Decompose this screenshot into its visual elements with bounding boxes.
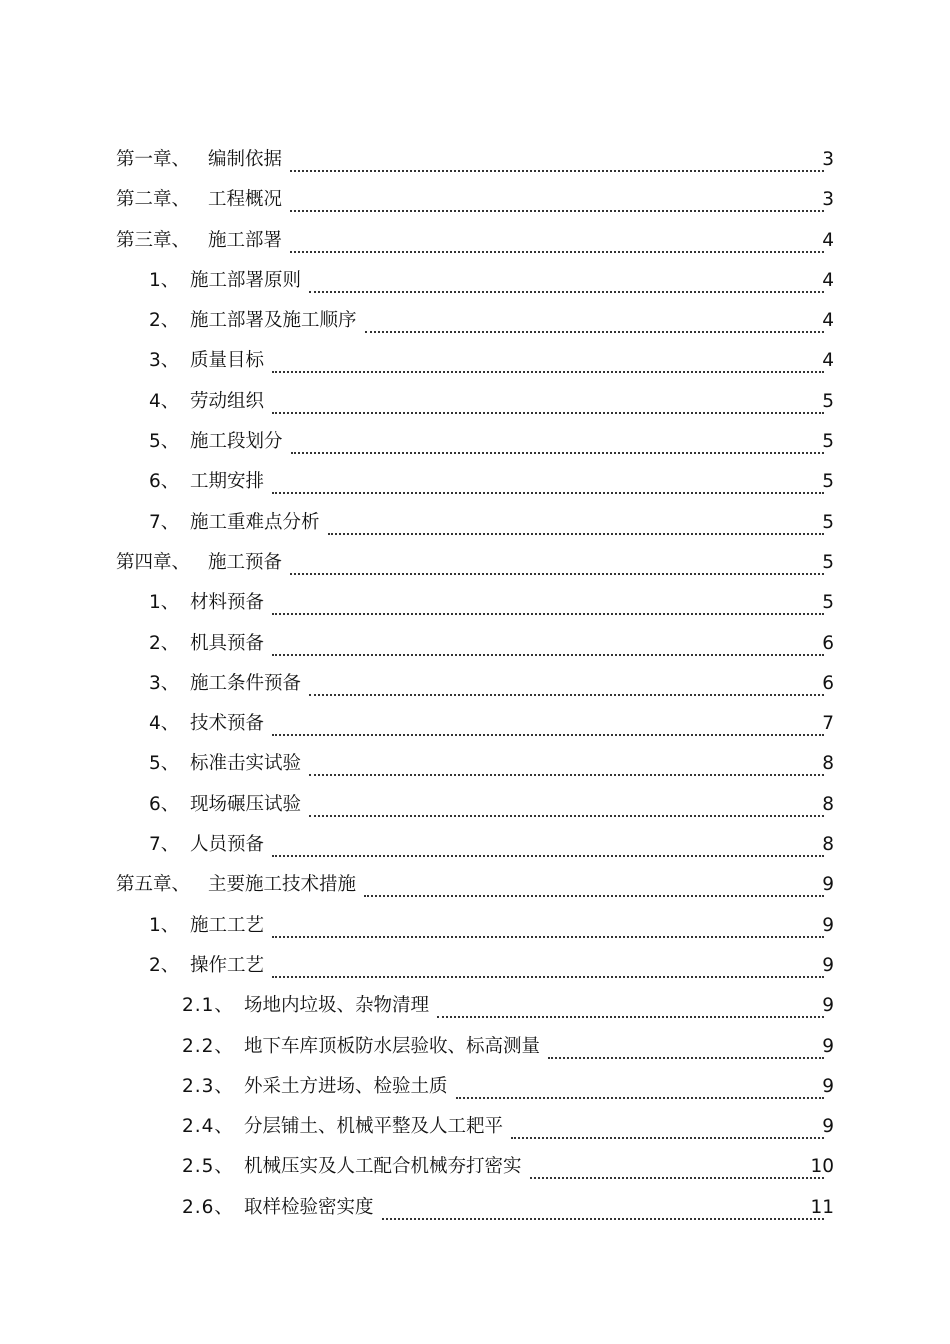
toc-entry-5[interactable] [0, 301, 950, 341]
toc-entry-number: 第五章、 [116, 874, 191, 896]
toc-entry-8[interactable] [0, 422, 950, 462]
toc-dot-leader [290, 231, 824, 253]
toc-entry-number: 7、 [149, 511, 180, 533]
toc-dot-leader [548, 1037, 824, 1059]
toc-dot-leader [272, 351, 824, 373]
toc-entry-page: 9 [822, 954, 834, 976]
toc-entry-title: 劳动组织 [190, 390, 265, 412]
toc-entry-number: 第三章、 [116, 229, 191, 251]
table-of-contents [0, 140, 950, 1228]
toc-entry-page: 6 [822, 632, 834, 654]
toc-entry-title: 外采土方进场、检验土质 [244, 1075, 448, 1097]
toc-dot-leader [456, 1077, 824, 1099]
toc-entry-4[interactable] [0, 261, 950, 301]
toc-dot-leader [309, 271, 824, 293]
toc-entry-title: 机具预备 [190, 632, 265, 654]
toc-entry-2[interactable] [0, 180, 950, 220]
toc-entry-title: 取样检验密实度 [244, 1196, 374, 1218]
toc-entry-title: 材料预备 [190, 592, 265, 614]
toc-entry-title: 质量目标 [190, 350, 265, 372]
toc-dot-leader [309, 795, 824, 817]
toc-entry-3[interactable] [0, 221, 950, 261]
toc-dot-leader [328, 513, 824, 535]
toc-entry-number: 2.2、 [182, 1035, 234, 1057]
toc-dot-leader [272, 714, 824, 736]
toc-entry-title: 施工条件预备 [190, 672, 302, 694]
toc-entry-page: 5 [822, 431, 834, 453]
toc-dot-leader [272, 392, 824, 414]
toc-entry-title: 施工段划分 [190, 431, 283, 453]
toc-entry-12[interactable] [0, 583, 950, 623]
toc-entry-number: 5、 [149, 753, 180, 775]
toc-entry-page: 7 [822, 713, 834, 735]
toc-entry-title: 机械压实及人工配合机械夯打密实 [244, 1156, 522, 1178]
toc-entry-21[interactable] [0, 946, 950, 986]
toc-entry-title: 施工部署 [208, 229, 283, 251]
toc-entry-title: 场地内垃圾、杂物清理 [244, 995, 430, 1017]
toc-entry-page: 11 [810, 1196, 834, 1218]
toc-entry-number: 7、 [149, 834, 180, 856]
toc-entry-title: 分层铺土、机械平整及人工耙平 [244, 1116, 504, 1138]
toc-entry-title: 施工部署及施工顺序 [190, 310, 357, 332]
toc-entry-title: 施工工艺 [190, 914, 265, 936]
toc-entry-page: 3 [822, 189, 834, 211]
toc-dot-leader [309, 754, 824, 776]
toc-dot-leader [290, 190, 824, 212]
toc-dot-leader [290, 150, 824, 172]
toc-entry-16[interactable] [0, 744, 950, 784]
toc-dot-leader [272, 634, 824, 656]
toc-dot-leader [437, 996, 824, 1018]
toc-entry-number: 第一章、 [116, 149, 191, 170]
toc-entry-page: 9 [822, 914, 834, 936]
toc-dot-leader [309, 674, 824, 696]
toc-entry-page: 4 [822, 310, 834, 332]
toc-entry-page: 4 [822, 269, 834, 291]
toc-entry-page: 4 [822, 229, 834, 251]
toc-entry-number: 6、 [149, 793, 180, 815]
toc-entry-1[interactable] [0, 140, 950, 180]
toc-entry-9[interactable] [0, 462, 950, 502]
toc-entry-number: 5、 [149, 431, 180, 453]
toc-entry-page: 8 [822, 834, 834, 856]
toc-entry-title: 现场碾压试验 [190, 793, 302, 815]
toc-dot-leader [365, 311, 824, 333]
toc-entry-7[interactable] [0, 382, 950, 422]
toc-entry-number: 2.4、 [182, 1116, 234, 1138]
toc-entry-number: 1、 [149, 914, 180, 936]
toc-entry-title: 标准击实试验 [190, 753, 302, 775]
toc-entry-6[interactable] [0, 341, 950, 381]
toc-entry-page: 9 [822, 1075, 834, 1097]
toc-entry-page: 5 [822, 471, 834, 493]
toc-entry-page: 8 [822, 793, 834, 815]
toc-dot-leader [272, 593, 824, 615]
toc-dot-leader [291, 432, 824, 454]
toc-entry-number: 2.3、 [182, 1075, 234, 1097]
toc-entry-page: 9 [822, 1116, 834, 1138]
toc-entry-title: 施工部署原则 [190, 269, 302, 291]
toc-entry-number: 2、 [149, 632, 180, 654]
toc-entry-26[interactable] [0, 1147, 950, 1187]
toc-entry-number: 2.5、 [182, 1156, 234, 1178]
toc-entry-page: 3 [822, 149, 834, 170]
toc-entry-number: 2、 [149, 310, 180, 332]
toc-entry-page: 9 [822, 1035, 834, 1057]
toc-entry-number: 4、 [149, 713, 180, 735]
toc-entry-number: 第四章、 [116, 551, 191, 573]
toc-entry-number: 2、 [149, 954, 180, 976]
toc-dot-leader [272, 835, 824, 857]
toc-entry-number: 1、 [149, 269, 180, 291]
toc-entry-number: 3、 [149, 350, 180, 372]
toc-entry-22[interactable] [0, 986, 950, 1026]
toc-dot-leader [272, 956, 824, 978]
toc-entry-number: 4、 [149, 390, 180, 412]
toc-entry-page: 9 [822, 995, 834, 1017]
toc-entry-14[interactable] [0, 664, 950, 704]
toc-dot-leader [272, 916, 824, 938]
toc-entry-page: 5 [822, 511, 834, 533]
toc-entry-number: 2.1、 [182, 995, 234, 1017]
toc-entry-title: 施工预备 [208, 551, 283, 573]
toc-entry-number: 2.6、 [182, 1196, 234, 1218]
toc-entry-page: 4 [822, 350, 834, 372]
toc-entry-page: 5 [822, 390, 834, 412]
toc-entry-title: 编制依据 [208, 149, 283, 170]
toc-entry-title: 操作工艺 [190, 954, 265, 976]
toc-entry-18[interactable] [0, 825, 950, 865]
toc-entry-15[interactable] [0, 704, 950, 744]
toc-entry-title: 施工重难点分析 [190, 511, 320, 533]
toc-entry-27[interactable] [0, 1188, 950, 1228]
toc-entry-25[interactable] [0, 1107, 950, 1147]
toc-dot-leader [530, 1157, 824, 1179]
toc-entry-page: 6 [822, 672, 834, 694]
toc-entry-title: 人员预备 [190, 834, 265, 856]
toc-entry-number: 3、 [149, 672, 180, 694]
toc-entry-number: 1、 [149, 592, 180, 614]
toc-dot-leader [364, 875, 824, 897]
toc-entry-page: 9 [822, 874, 834, 896]
toc-entry-page: 10 [810, 1156, 834, 1178]
toc-entry-13[interactable] [0, 624, 950, 664]
toc-entry-17[interactable] [0, 785, 950, 825]
toc-dot-leader [382, 1198, 824, 1220]
toc-entry-title: 主要施工技术措施 [208, 874, 357, 896]
toc-dot-leader [511, 1117, 824, 1139]
toc-entry-title: 工程概况 [208, 189, 283, 211]
toc-entry-23[interactable] [0, 1027, 950, 1067]
toc-entry-page: 5 [822, 592, 834, 614]
toc-entry-page: 5 [822, 551, 834, 573]
toc-entry-19[interactable] [0, 865, 950, 905]
toc-entry-title: 技术预备 [190, 713, 265, 735]
toc-dot-leader [272, 472, 824, 494]
toc-entry-title: 工期安排 [190, 471, 265, 493]
toc-entry-title: 地下车库顶板防水层验收、标高测量 [244, 1035, 541, 1057]
toc-entry-number: 6、 [149, 471, 180, 493]
toc-entry-20[interactable] [0, 906, 950, 946]
toc-dot-leader [290, 553, 824, 575]
toc-entry-11[interactable] [0, 543, 950, 583]
toc-entry-10[interactable] [0, 503, 950, 543]
toc-entry-24[interactable] [0, 1067, 950, 1107]
toc-entry-page: 8 [822, 753, 834, 775]
toc-entry-number: 第二章、 [116, 189, 191, 211]
